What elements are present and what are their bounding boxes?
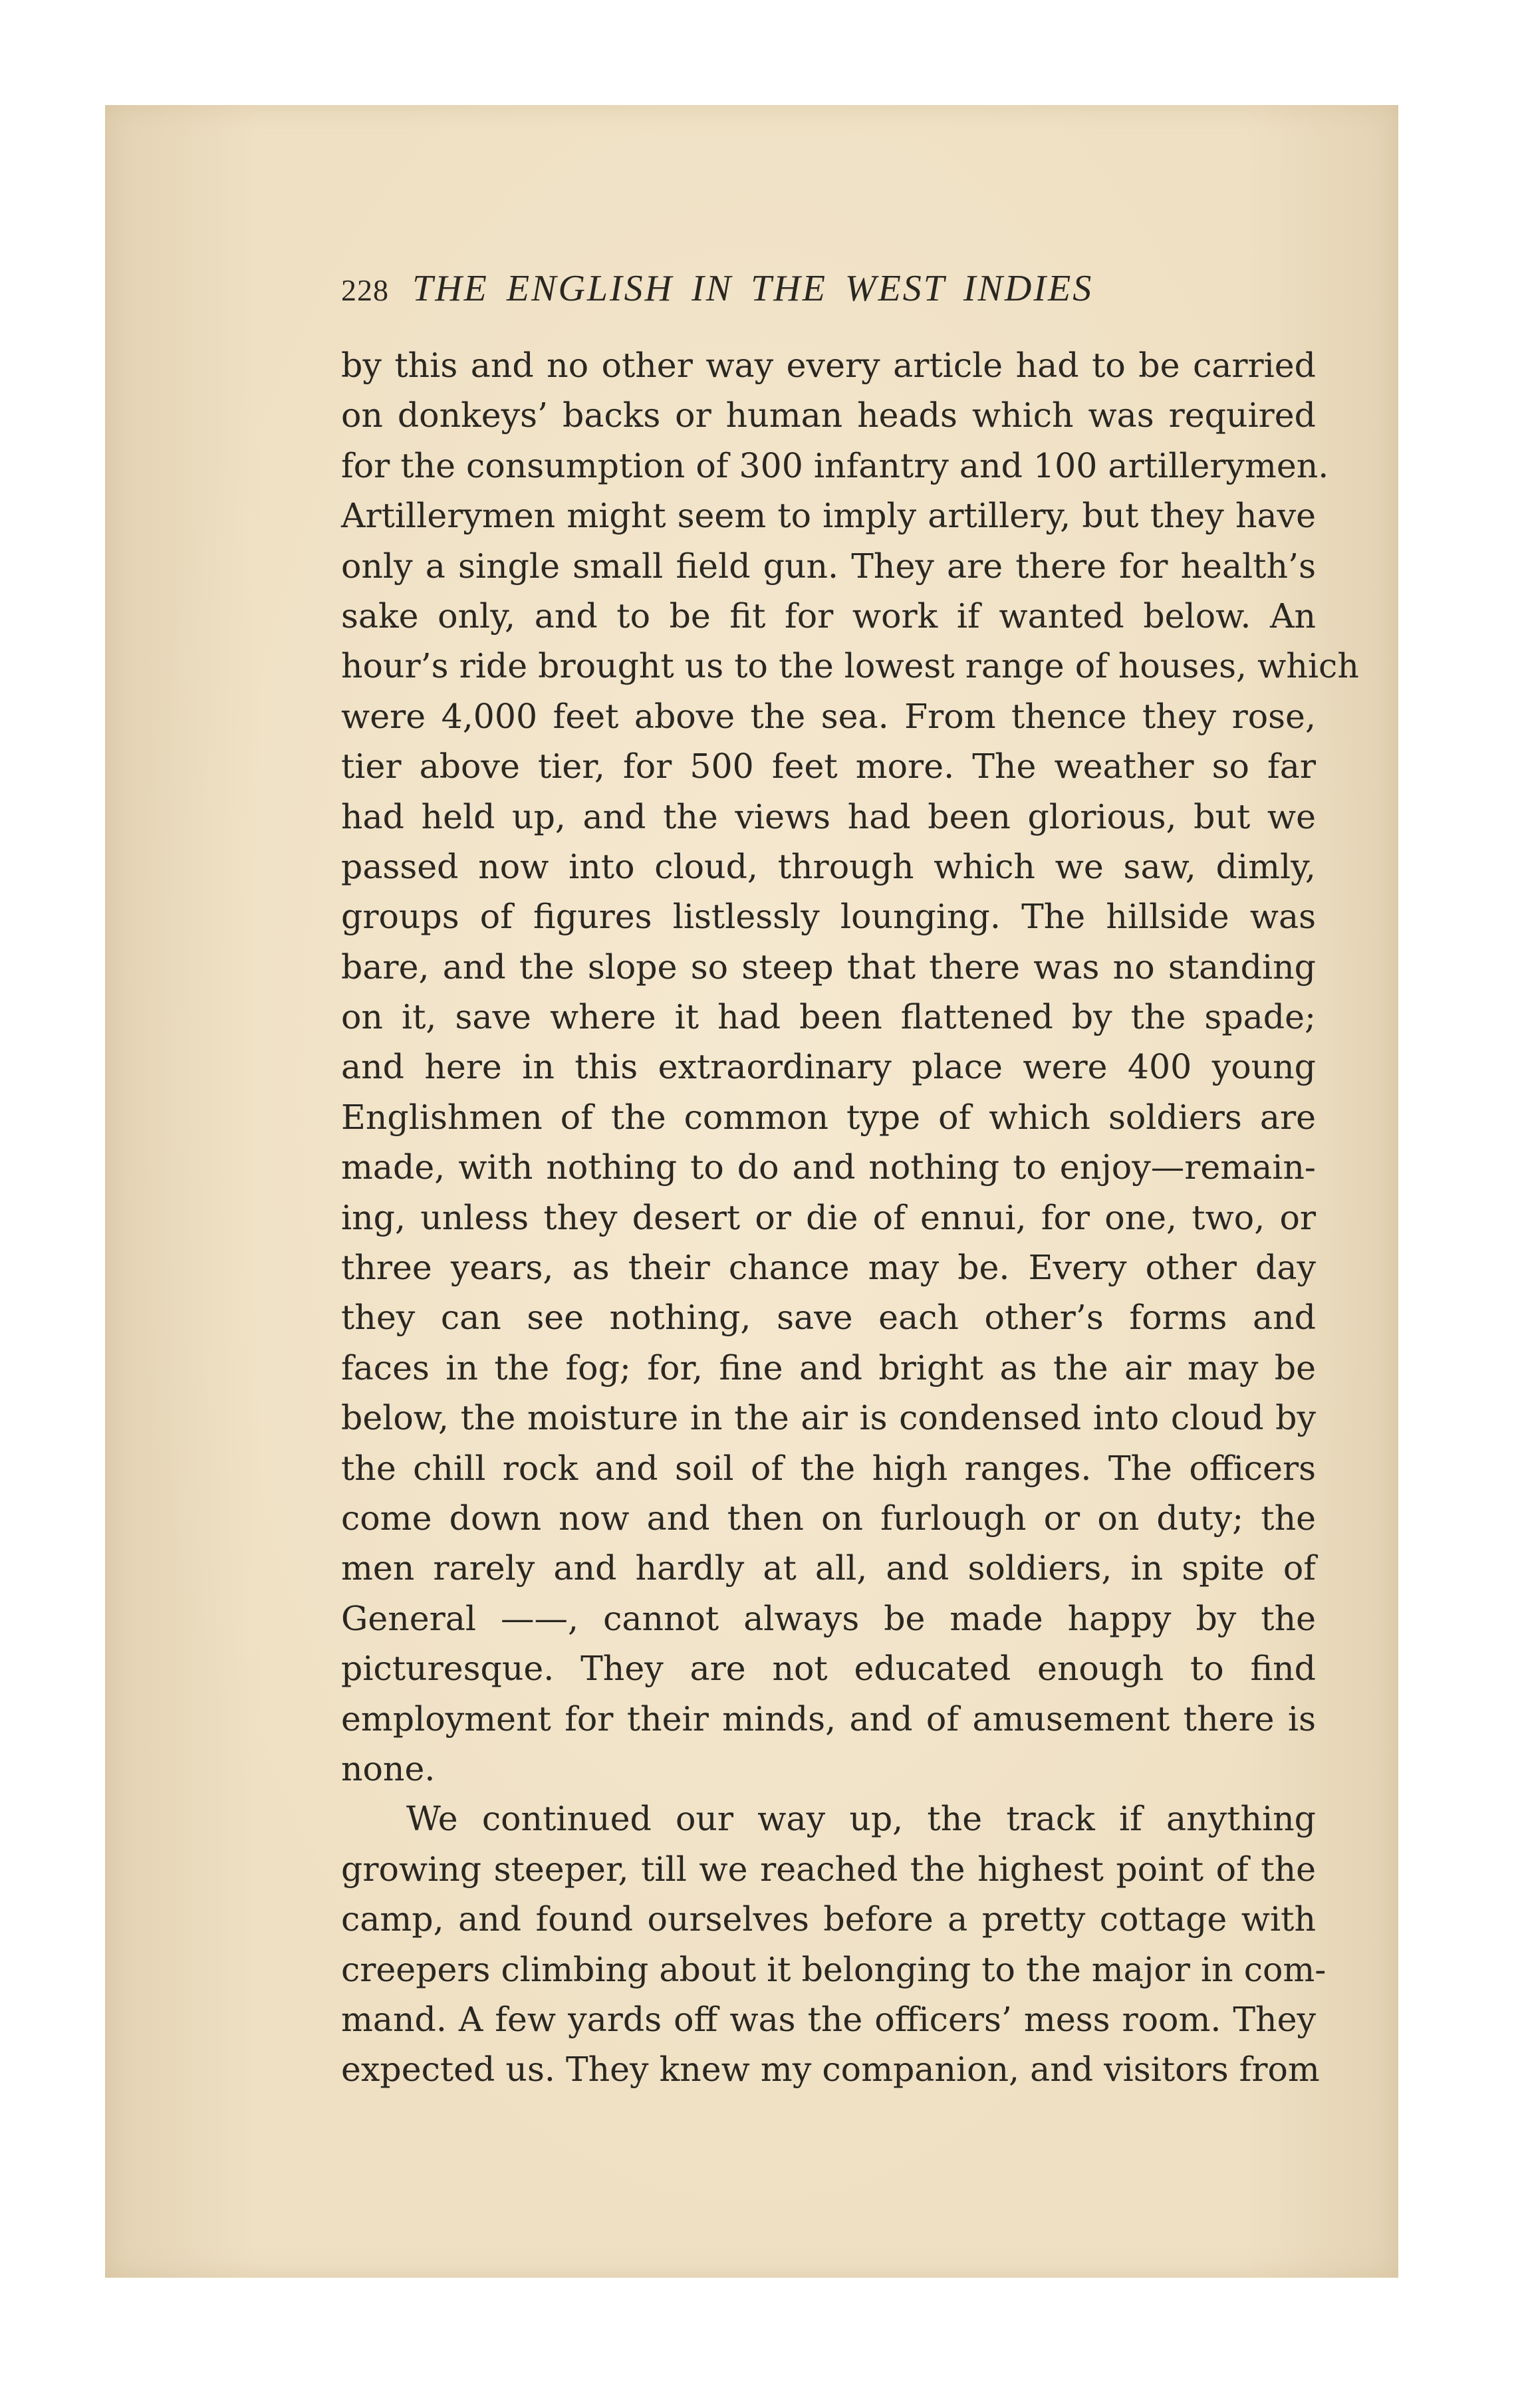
text-line: Englishmen of the common type of which soldiers are (341, 1097, 1316, 1137)
text-line: Artillerymen might seem to imply artillery, but they have (341, 496, 1316, 536)
paragraph (341, 1794, 1327, 2094)
text-line: camp, and found ourselves before a pretty cottage with (341, 1899, 1316, 1939)
text-line: General ——, cannot always be made happy by the (341, 1598, 1316, 1638)
text-line: hour’s ride brought us to the lowest range of houses, which (341, 646, 1359, 686)
text-line: men rarely and hardly at all, and soldiers, in spite of (341, 1548, 1316, 1588)
text-line: groups of figures listlessly lounging. The hillside was (341, 897, 1316, 937)
text-line: on it, save where it had been flattened by the spade; (341, 997, 1316, 1037)
text-line: creepers climbing about it belonging to the major in com- (341, 1949, 1327, 1989)
running-title: THE ENGLISH IN THE WEST INDIES (412, 268, 1094, 309)
text-line: faces in the fog; for, fine and bright as the air may be (341, 1348, 1316, 1387)
text-line: the chill rock and soil of the high ranges. The officers (341, 1448, 1316, 1488)
text-line: on donkeys’ backs or human heads which was required (341, 396, 1316, 435)
text-line: We continued our way up, the track if anything (406, 1799, 1316, 1839)
text-line: bare, and the slope so steep that there was no standing (341, 947, 1316, 987)
paragraph (341, 340, 1359, 1794)
text-line: expected us. They knew my companion, and visitors from (341, 2050, 1320, 2090)
text-line: growing steeper, till we reached the highest point of the (341, 1849, 1316, 1889)
text-line: sake only, and to be fit for work if wanted below. An (341, 596, 1316, 636)
text-line: tier above tier, for 500 feet more. The weather so far (341, 747, 1316, 786)
text-line: none. (341, 1748, 436, 1788)
text-line: picturesque. They are not educated enough to find (341, 1649, 1316, 1689)
text-line: for the consumption of 300 infantry and 100 artillerymen. (341, 445, 1329, 485)
page-number: 228 (341, 273, 389, 307)
text-line: only a single small field gun. They are there for health’s (341, 546, 1316, 586)
text-line: passed now into cloud, through which we saw, dimly, (341, 846, 1316, 886)
text-line: they can see nothing, save each other’s forms and (341, 1298, 1316, 1338)
text-line: ing, unless they desert or die of ennui, for one, two, or (341, 1197, 1316, 1237)
text-line: had held up, and the views had been glorious, but we (341, 796, 1316, 836)
text-line: made, with nothing to do and nothing to enjoy—remain- (341, 1147, 1316, 1187)
text-line: and here in this extraordinary place were 400 young (341, 1047, 1316, 1087)
text-line: by this and no other way every article had to be carried (341, 346, 1316, 385)
text-line: mand. A few yards off was the officers’ mess room. They (341, 1999, 1316, 2039)
text-line: come down now and then on furlough or on duty; the (341, 1498, 1316, 1538)
page-header (341, 267, 1332, 320)
text-line: were 4,000 feet above the sea. From thence they rose, (341, 696, 1316, 736)
text-line: employment for their minds, and of amusement there is (341, 1699, 1316, 1739)
text-line: below, the moisture in the air is condensed into cloud by (341, 1398, 1316, 1438)
body-text (341, 340, 1359, 2095)
text-line: three years, as their chance may be. Every other day (341, 1248, 1316, 1288)
